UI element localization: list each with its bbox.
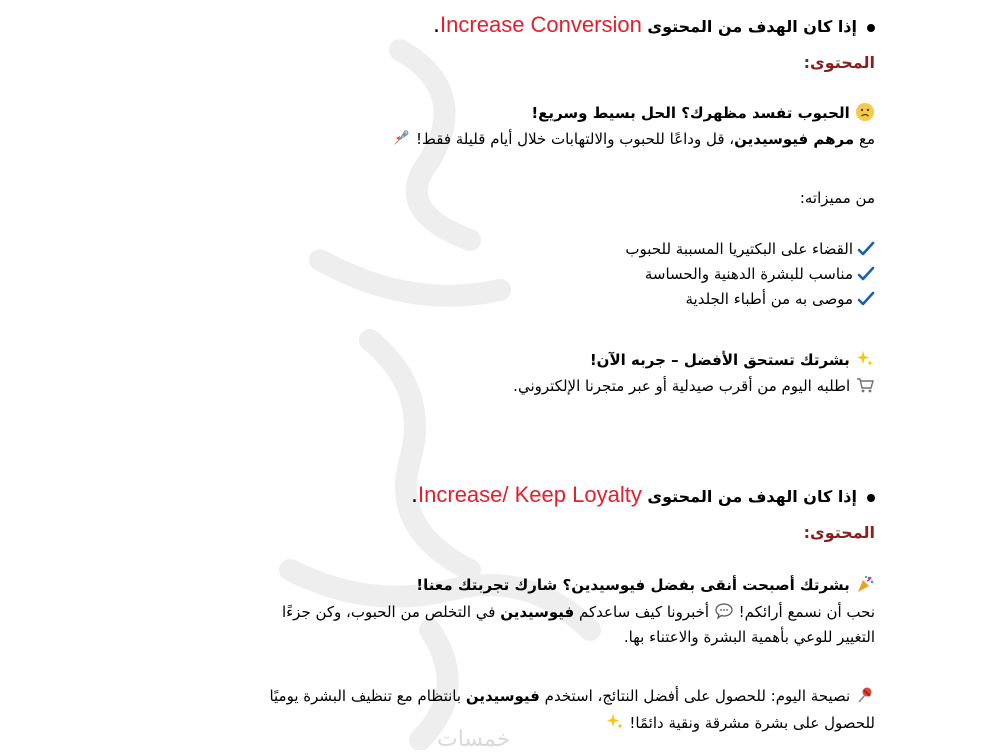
pushpin-icon xyxy=(855,685,875,705)
feature-text: مناسب للبشرة الدهنية والحساسة xyxy=(644,265,853,283)
headline-text: الحبوب تفسد مظهرك؟ الحل بسيط وسريع! xyxy=(531,104,850,122)
content-label-2: المحتوى: xyxy=(803,523,875,542)
speech-bubble-icon xyxy=(714,601,734,621)
sparkles-icon xyxy=(855,349,875,369)
feature-item xyxy=(645,263,875,285)
p2-a: نصيحة اليوم: للحصول على أفضل النتائج، استخدم xyxy=(544,687,851,705)
product-name: مرهم فيوسيدين xyxy=(734,130,855,148)
paragraph-1-line-1 xyxy=(282,601,875,623)
paragraph-2-line-2 xyxy=(605,712,875,734)
feature-item xyxy=(686,288,876,310)
bullet-icon xyxy=(867,494,875,502)
watermark-logo: خمسات xyxy=(437,727,511,752)
goal-end: . xyxy=(433,13,441,38)
p2-b: بانتظام مع تنظيف البشرة يوميًا xyxy=(269,687,462,705)
goal-end: . xyxy=(411,483,419,508)
intro-line-1 xyxy=(391,128,875,150)
goal-prefix: إذا كان الهدف من المحتوى xyxy=(647,17,857,36)
goal-heading-1 xyxy=(433,14,875,38)
check-mark-icon xyxy=(857,240,875,258)
order-line xyxy=(513,375,875,397)
party-popper-icon xyxy=(855,574,875,594)
headline-1 xyxy=(531,102,875,124)
product-name: فيوسيدين xyxy=(465,687,540,705)
shopping-cart-icon xyxy=(855,375,875,395)
sparkles-icon xyxy=(605,712,625,732)
content-label-1: المحتوى: xyxy=(803,53,875,72)
goal-prefix: إذا كان الهدف من المحتوى xyxy=(647,487,857,506)
headline-2 xyxy=(416,574,875,596)
p1-a: نحب أن نسمع أرائكم! xyxy=(738,603,875,621)
bullet-icon xyxy=(867,24,875,32)
paragraph-1-line-2: التغيير للوعي بأهمية البشرة والاعتناء بها. xyxy=(623,628,875,646)
rocket-icon xyxy=(391,128,411,148)
check-mark-icon xyxy=(857,265,875,283)
cta-text: بشرتك تستحق الأفضل – جربه الآن! xyxy=(589,351,850,369)
goal-english: Increase Conversion xyxy=(440,12,642,37)
p1-c: في التخلص من الحبوب، وكن جزءًا xyxy=(281,603,496,621)
feature-item xyxy=(625,238,875,260)
worried-face-icon xyxy=(855,102,875,122)
p2-line2-text: للحصول على بشرة مشرقة ونقية دائمًا! xyxy=(629,714,875,732)
check-mark-icon xyxy=(857,290,875,308)
intro-post: ، قل وداعًا للحبوب والالتهابات خلال أيام قليلة فقط! xyxy=(415,130,735,148)
order-text: اطلبه اليوم من أقرب صيدلية أو عبر متجرنا الإلكتروني. xyxy=(513,377,851,395)
cta-line xyxy=(590,349,875,371)
headline-text: بشرتك أصبحت أنقى بفضل فيوسيدين؟ شارك تجربتك معنا! xyxy=(416,576,850,594)
features-label: من مميزاته: xyxy=(799,189,875,207)
feature-text: القضاء على البكتيريا المسببة للحبوب xyxy=(625,240,853,258)
product-name: فيوسيدين xyxy=(500,603,575,621)
feature-text: موصى به من أطباء الجلدية xyxy=(685,290,853,308)
goal-english: Increase/ Keep Loyalty xyxy=(418,482,642,507)
intro-pre: مع xyxy=(858,130,875,148)
paragraph-2-line-1 xyxy=(269,685,875,707)
p1-b: أخبرونا كيف ساعدكم xyxy=(579,603,710,621)
goal-heading-2 xyxy=(411,484,875,508)
